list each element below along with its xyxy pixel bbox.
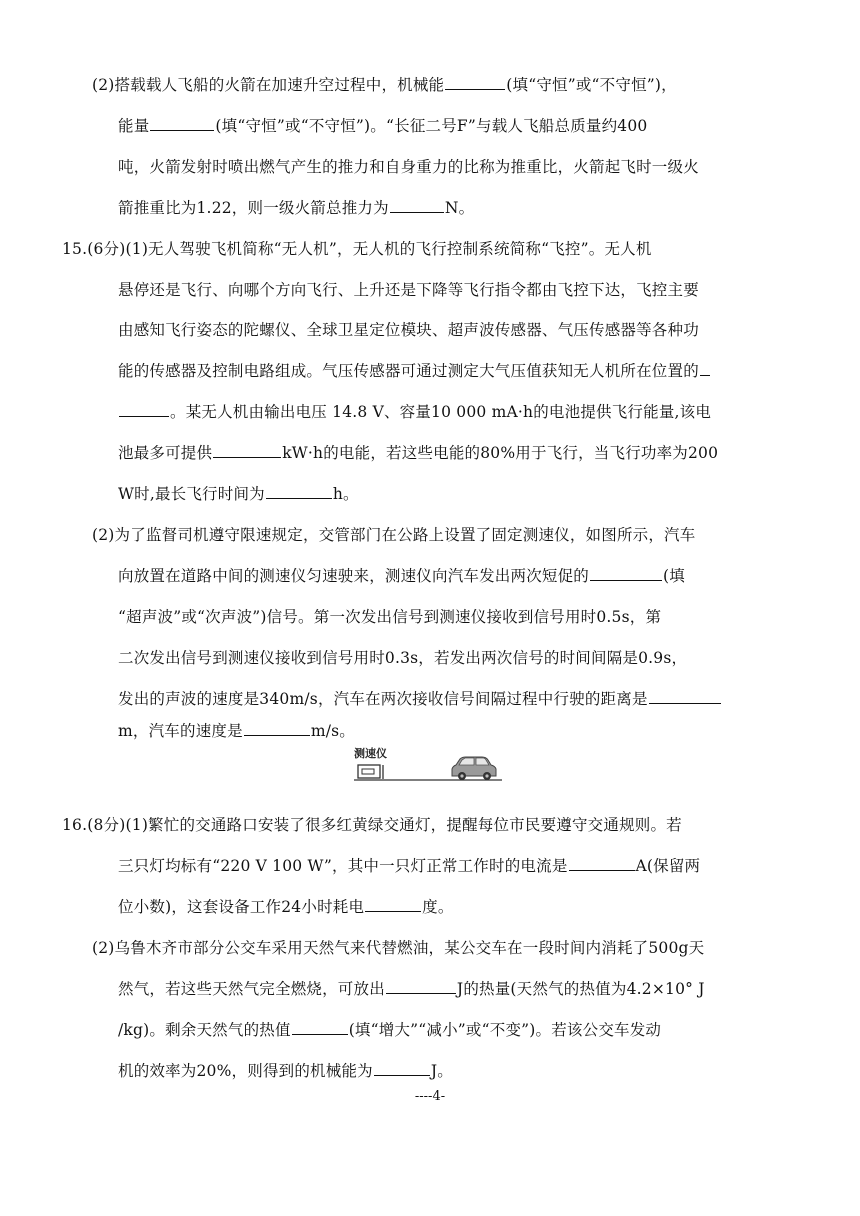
answer-blank[interactable] <box>374 1061 430 1076</box>
q15-2-line-5: 发出的声波的速度是340m/s，汽车在两次接收信号间隔过程中行驶的距离是 <box>118 689 722 709</box>
q14-2-line-3: 吨，火箭发射时喷出燃气产生的推力和自身重力的比称为推重比，火箭起飞时一级火 <box>118 158 699 176</box>
q15-line-7: W时,最长飞行时间为 h。 <box>118 485 359 503</box>
q16-2-line-4: 机的效率为20%，则得到的机械能为 J。 <box>118 1062 453 1080</box>
answer-blank[interactable] <box>266 484 332 499</box>
q16-2-line-1: (2)乌鲁木齐市部分公交车采用天然气来代替燃油，某公交车在一段时间内消耗了500g天 <box>92 939 705 957</box>
q15-line-4: 能的传感器及控制电路组成。气压传感器可通过测定大气压值获知无人机所在位置的 <box>118 361 711 381</box>
speed-detector-diagram <box>352 746 504 786</box>
q15-line-6: 池最多可提供 kW·h的电能，若这些电能的80%用于飞行，当飞行功率为200 <box>118 444 719 462</box>
answer-blank[interactable] <box>365 897 421 912</box>
page-number: ----4- <box>414 1089 446 1104</box>
answer-blank[interactable] <box>445 75 505 90</box>
q15-line-1: 15.(6分)(1)无人驾驶飞机简称“无人机”，无人机的飞行控制系统简称“飞控”。无人机 <box>62 240 652 258</box>
answer-blank[interactable] <box>213 443 281 458</box>
q14-2-line-4: 箭推重比为1.22，则一级火箭总推力为 N。 <box>118 199 475 217</box>
q15-2-line-3: “超声波”或“次声波”)信号。第一次发出信号到测速仪接收到信号用时0.5s，第 <box>118 608 662 626</box>
q14-2-line-1: (2)搭载载人飞船的火箭在加速升空过程中，机械能 (填“守恒”或“不守恒”)， <box>92 76 677 94</box>
answer-blank[interactable] <box>292 1020 348 1035</box>
q14-2-line-2: 能量 (填“守恒”或“不守恒”)。“长征二号F”与载人飞船总质量约400 <box>118 117 648 135</box>
q16-2-line-2: 然气，若这些天然气完全燃烧，可放出 J的热量(天然气的热值为4.2×10° J <box>118 980 705 998</box>
car-icon <box>452 757 496 780</box>
q16-line-2: 三只灯均标有“220 V 100 W”，其中一只灯正常工作时的电流是 A(保留两 <box>118 857 701 875</box>
q15-2-line-4: 二次发出信号到测速仪接收到信号用时0.3s，若发出两次信号的时间间隔是0.9s， <box>118 649 688 667</box>
q16-line-3: 位小数)，这套设备工作24小时耗电 度。 <box>118 898 454 916</box>
q15-2-line-1: (2)为了监督司机遵守限速规定，交管部门在公路上设置了固定测速仪，如图所示，汽车 <box>92 526 696 544</box>
answer-blank[interactable] <box>569 856 635 871</box>
answer-blank[interactable] <box>700 361 710 376</box>
answer-blank[interactable] <box>590 566 662 581</box>
q15-2-line-6: m，汽车的速度是 m/s。 <box>118 722 355 740</box>
answer-blank[interactable] <box>119 402 169 417</box>
speed-detector-figure <box>352 746 504 786</box>
answer-blank[interactable] <box>150 116 214 131</box>
answer-blank[interactable] <box>386 979 456 994</box>
detector-window <box>362 769 374 774</box>
answer-blank[interactable] <box>244 721 310 736</box>
figure-label: 测速仪 <box>354 747 387 760</box>
q15-line-5: 。某无人机由输出电压 14.8 V、容量10 000 mA·h的电池提供飞行能量,该电 <box>118 402 711 422</box>
q15-2-line-2: 向放置在道路中间的测速仪匀速驶来，测速仪向汽车发出两次短促的 (填 <box>118 567 685 585</box>
answer-blank[interactable] <box>649 689 721 704</box>
q15-line-2: 悬停还是飞行、向哪个方向飞行、上升还是下降等飞行指令都由飞控下达，飞控主要 <box>118 281 699 299</box>
q15-line-3: 由感知飞行姿态的陀螺仪、全球卫星定位模块、超声波传感器、气压传感器等各种功 <box>118 321 699 339</box>
q16-2-line-3: /kg)。剩余天然气的热值 (填“增大”“减小”或“不变”)。若该公交车发动 <box>118 1021 662 1039</box>
q16-line-1: 16.(8分)(1)繁忙的交通路口安装了很多红黄绿交通灯，提醒每位市民要遵守交通规则。若 <box>62 816 682 834</box>
answer-blank[interactable] <box>390 198 444 213</box>
